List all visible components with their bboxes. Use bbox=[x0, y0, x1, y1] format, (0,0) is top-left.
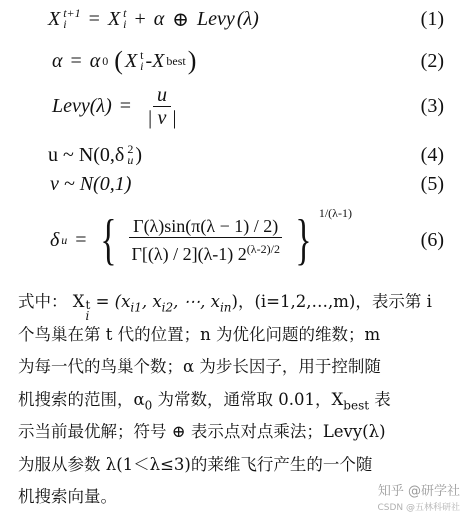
eq1-rel: = bbox=[88, 7, 100, 30]
equation-1 bbox=[0, 2, 474, 36]
p4-seg-b: 为常数，通常取 0.01，X bbox=[152, 389, 344, 409]
paragraph-line-7: 机搜索向量。 bbox=[18, 487, 117, 506]
paragraph-line-3: 为每一代的鸟巢个数；α 为步长因子，用于控制随 bbox=[18, 357, 381, 376]
eq1-lambda: (λ) bbox=[236, 7, 259, 30]
equation-4-number: (4) bbox=[420, 143, 444, 166]
eq4-sup: 2 bbox=[127, 142, 134, 156]
eq4-end: ) bbox=[135, 143, 143, 166]
p1-sub-in: in bbox=[219, 300, 232, 315]
equation-5-body bbox=[50, 167, 131, 201]
eq2-minus-x: -X bbox=[145, 49, 165, 72]
eq5-text: v ~ N(0,1) bbox=[50, 172, 132, 195]
eq1-lhs: X bbox=[48, 7, 61, 30]
eq2-close-paren: ) bbox=[187, 46, 197, 75]
p1-sub-i2: i2 bbox=[161, 300, 174, 315]
equation-6-number: (6) bbox=[420, 228, 444, 251]
eq2-best-sub: best bbox=[166, 53, 186, 68]
equation-1-body bbox=[48, 2, 259, 36]
eq6-den-main: Γ[(λ) / 2](λ-1) 2 bbox=[131, 244, 247, 264]
equation-3-number: (3) bbox=[420, 94, 444, 117]
paragraph-line-1 bbox=[18, 286, 458, 323]
p1-sub-i1: i1 bbox=[130, 300, 142, 315]
equation-2-body bbox=[52, 44, 196, 78]
eq6-den-sup: (λ-2)/2 bbox=[246, 242, 280, 256]
eq2-rel: = bbox=[70, 49, 82, 72]
eq2-lhs: α bbox=[52, 49, 63, 72]
equation-1-number: (1) bbox=[420, 7, 444, 30]
eq1-levy: Levy bbox=[197, 7, 235, 30]
eq1-alpha: α bbox=[153, 7, 165, 30]
eq1-term1-sup: t bbox=[123, 6, 127, 20]
p4-seg-c: 表 bbox=[369, 389, 391, 409]
eq4-text: u ~ N(0,δ bbox=[48, 143, 125, 166]
equation-2-number: (2) bbox=[420, 49, 444, 72]
eq3-fraction bbox=[143, 84, 181, 129]
eq2-x-sub: i bbox=[140, 59, 144, 73]
p4-seg-a: 机搜索的范围，α bbox=[18, 389, 145, 409]
eq1-lhs-sub: i bbox=[63, 17, 67, 31]
p1-sub-i: i bbox=[85, 309, 90, 323]
eq2-alpha0-sub: 0 bbox=[102, 53, 109, 68]
eq2-x-sup: t bbox=[140, 48, 144, 62]
p4-sub-best: best bbox=[343, 397, 370, 412]
eq6-lhs-sub: u bbox=[61, 232, 68, 247]
p1-seg-c: , x bbox=[141, 292, 162, 311]
eq6-fraction bbox=[127, 215, 283, 265]
eq6-lhs: δ bbox=[50, 228, 60, 251]
eq4-sub: u bbox=[127, 153, 134, 167]
eq6-left-brace: { bbox=[99, 209, 117, 271]
eq3-numerator: u bbox=[153, 84, 171, 107]
p1-seg-b: = (x bbox=[90, 292, 131, 311]
paragraph-line-6: 为服从参数 λ(1＜λ≤3)的莱维飞行产生的一个随 bbox=[18, 454, 373, 474]
eq2-open-paren: ( bbox=[114, 46, 123, 75]
eq6-rel: = bbox=[75, 228, 87, 251]
eq3-lhs: Levy(λ) bbox=[52, 94, 112, 117]
equation-5 bbox=[0, 167, 474, 201]
paragraph-line-2: 个鸟巢在第 t 代的位置；n 为优化问题的维数；m bbox=[18, 324, 381, 344]
eq2-alpha0: α bbox=[89, 49, 101, 72]
eq1-lhs-sup: t+1 bbox=[63, 6, 81, 20]
paragraph-line-4 bbox=[18, 384, 458, 417]
eq2-x: X bbox=[124, 49, 138, 72]
p1-seg-d: , ⋯, x bbox=[173, 292, 220, 311]
equation-3-body bbox=[52, 84, 185, 128]
equation-5-number: (5) bbox=[420, 172, 444, 195]
p1-seg-a: 式中： X bbox=[18, 292, 85, 311]
equation-3 bbox=[0, 84, 474, 128]
eq3-denominator: | v | bbox=[147, 106, 177, 129]
p1-seg-e: )，(i=1,2,…,m)，表示第 i bbox=[231, 292, 432, 311]
eq6-denominator bbox=[127, 238, 283, 265]
eq1-oplus: ⊕ bbox=[172, 8, 190, 31]
p1-sup-t: t bbox=[85, 298, 91, 312]
equation-2 bbox=[0, 44, 474, 78]
eq6-numerator: Γ(λ)sin(π(λ − 1) / 2) bbox=[129, 215, 282, 238]
csdn-watermark: CSDN @五林科研社 bbox=[377, 503, 460, 513]
eq3-rel: = bbox=[119, 94, 132, 117]
zhihu-watermark: 知乎 @研学社 bbox=[377, 484, 460, 499]
paragraph-line-5: 示当前最优解；符号 ⊕ 表示点对点乘法；Levy(λ) bbox=[18, 422, 386, 441]
eq6-right-brace: } bbox=[295, 209, 312, 271]
eq1-term1: X bbox=[107, 7, 121, 30]
eq6-power: 1/(λ-1) bbox=[318, 206, 352, 220]
equation-6-body bbox=[50, 200, 352, 280]
eq1-plus: + bbox=[134, 7, 146, 30]
eq1-term1-sub: i bbox=[123, 17, 127, 31]
p4-sub-0: 0 bbox=[144, 397, 153, 412]
equation-6 bbox=[0, 200, 474, 280]
